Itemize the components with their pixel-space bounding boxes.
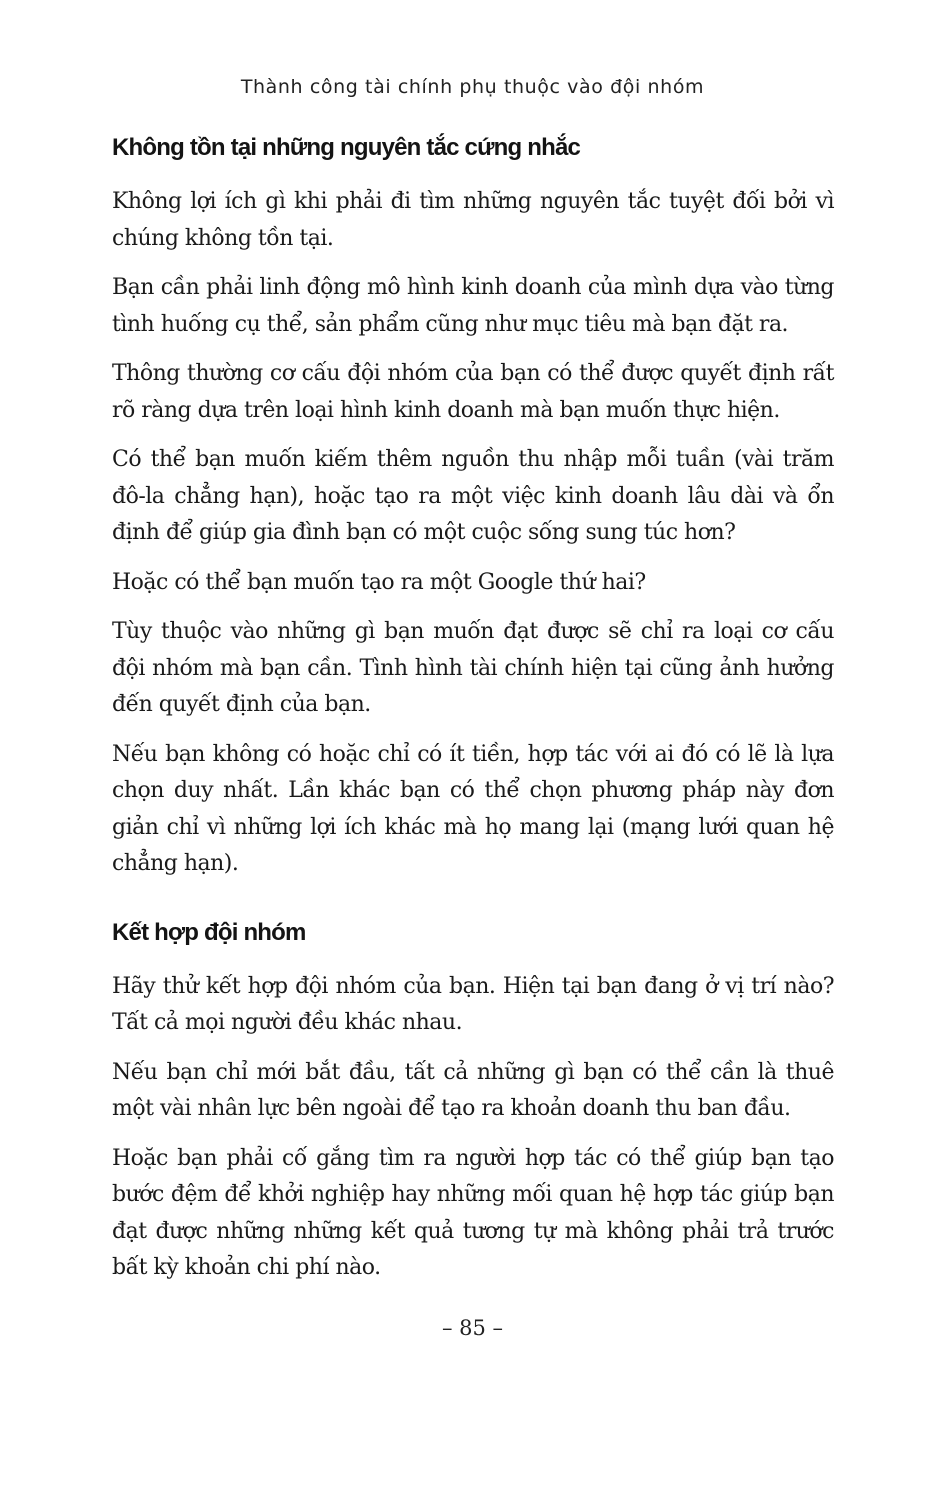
paragraph: Thông thường cơ cấu đội nhóm của bạn có thể được quyết định rất rõ ràng dựa trên loại hình kinh doanh mà bạn muốn thực hiện.	[112, 361, 834, 423]
section-heading-team-combination: Kết hợp đội nhóm	[112, 918, 306, 946]
paragraph: Nếu bạn chỉ mới bắt đầu, tất cả những gì bạn có thể cần là thuê một vài nhân lực bên ngoài để tạo ra khoản doanh thu ban đầu.	[112, 1059, 834, 1121]
paragraph: Hoặc có thể bạn muốn tạo ra một Google thứ hai?	[112, 569, 646, 595]
paragraph: Nếu bạn không có hoặc chỉ có ít tiền, hợp tác với ai đó có lẽ là lựa chọn duy nhất. Lần khác bạn có thể chọn phương pháp này đơn giản chỉ vì những lợi ích khác mà họ mang lại (mạng lưới quan hệ chẳng hạn).	[112, 741, 834, 876]
paragraph: Hãy thử kết hợp đội nhóm của bạn. Hiện tại bạn đang ở vị trí nào? Tất cả mọi người đều khác nhau.	[112, 973, 834, 1035]
section-heading-rigid-rules: Không tồn tại những nguyên tắc cứng nhắc	[112, 134, 581, 161]
paragraph: Bạn cần phải linh động mô hình kinh doanh của mình dựa vào từng tình huống cụ thể, sản phẩm cũng như mục tiêu mà bạn đặt ra.	[112, 275, 834, 337]
paragraph: Hoặc bạn phải cố gắng tìm ra người hợp tác có thể giúp bạn tạo bước đệm để khởi nghiệp hay những mối quan hệ hợp tác giúp bạn đạt được những những kết quả tương tự mà không phải trả trước bất kỳ khoản chi phí nào.	[112, 1145, 834, 1280]
paragraph: Có thể bạn muốn kiếm thêm nguồn thu nhập mỗi tuần (vài trăm đô-la chẳng hạn), hoặc tạo ra một việc kinh doanh lâu dài và ổn định để giúp gia đình bạn có một cuộc sống sung túc hơn?	[112, 447, 834, 545]
paragraph: Tùy thuộc vào những gì bạn muốn đạt được sẽ chỉ ra loại cơ cấu đội nhóm mà bạn cần. Tình hình tài chính hiện tại cũng ảnh hưởng đến quyết định của bạn.	[112, 619, 834, 717]
paragraph: Không lợi ích gì khi phải đi tìm những nguyên tắc tuyệt đối bởi vì chúng không tồn tại.	[112, 189, 834, 251]
running-header: Thành công tài chính phụ thuộc vào đội nhóm	[240, 76, 705, 98]
page-body	[112, 128, 834, 1300]
page-number: – 85 –	[441, 1316, 504, 1340]
